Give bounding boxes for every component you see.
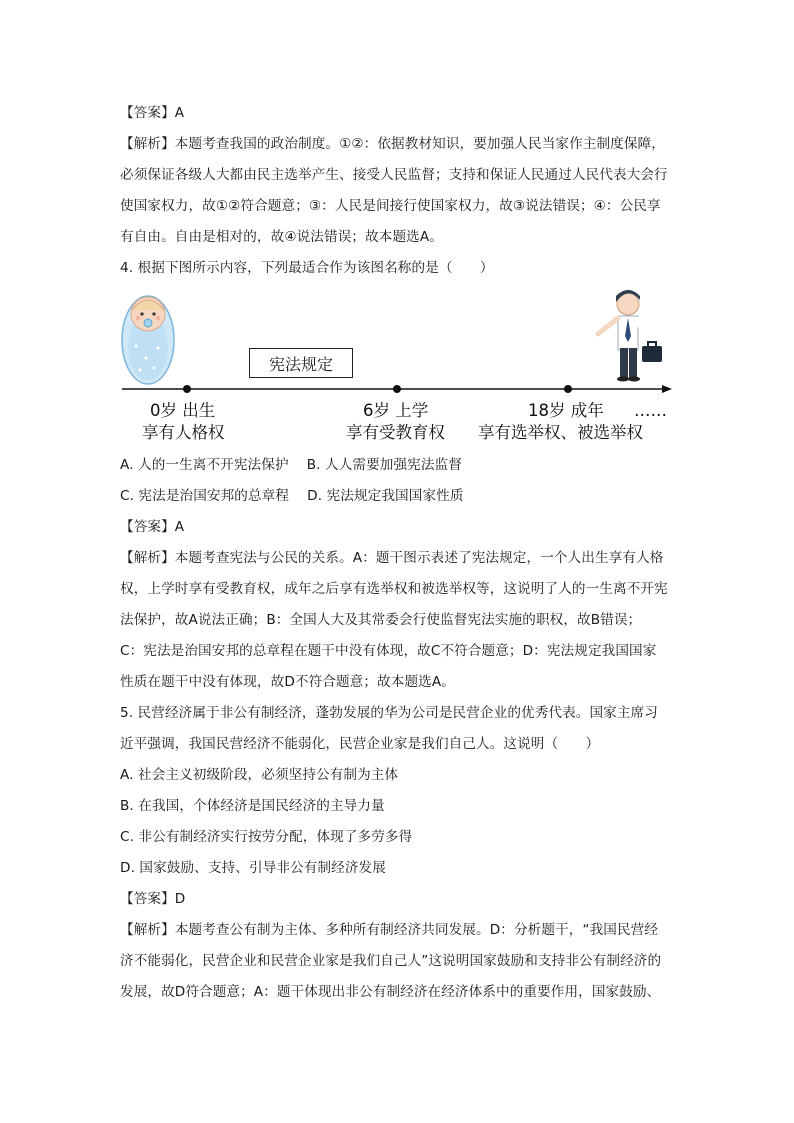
analysis-line: 权，上学时享有受教育权，成年之后享有选举权和被选举权等，这说明了人的一生离不开宪 (120, 581, 668, 597)
milestone-dot (393, 385, 401, 393)
answer-line: 【答案】D (120, 891, 186, 907)
analysis-line: C：宪法是治国安邦的总章程在题干中没有体现，故C不符合题意；D：宪法规定我国国家 (120, 643, 657, 659)
analysis-line: 必须保证各级人大都由民主选举产生、接受人民监督；支持和保证人民通过人民代表大会行 (120, 167, 668, 183)
milestone-age: 6岁 上学 (363, 401, 429, 420)
timeline-arrow (662, 385, 672, 393)
analysis-line: 济不能弱化，民营企业和民营企业家是我们自己人”这说明国家鼓励和支持非公有制经济的 (120, 953, 662, 969)
option-line: C. 宪法是治国安邦的总章程 D. 宪法规定我国国家性质 (120, 488, 464, 504)
constitution-timeline-figure (118, 286, 678, 448)
analysis-line: 发展，故D符合题意；A：题干体现出非公有制经济在经济体系中的重要作用，国家鼓励、 (120, 984, 661, 1000)
analysis-line: 【解析】本题考查公有制为主体、多种所有制经济共同发展。D：分析题干，“我国民营经 (120, 922, 659, 938)
question-5-stem: 5. 民营经济属于非公有制经济，蓬勃发展的华为公司是民营企业的优秀代表。国家主席习 (120, 705, 658, 721)
constitution-label-box: 宪法规定 (249, 348, 353, 378)
businessman-icon (598, 290, 662, 382)
analysis-line: 使国家权力，故①②符合题意；③：人民是间接行使国家权力，故③说法错误；④：公民享 (120, 198, 661, 214)
milestone-age: 0岁 出生 (150, 401, 216, 420)
milestone-right: 享有选举权、被选举权 (478, 423, 643, 442)
option-line: A. 社会主义初级阶段，必须坚持公有制为主体 (120, 767, 399, 783)
answer-line: 【答案】A (120, 519, 185, 535)
baby-icon (122, 296, 174, 384)
option-line: C. 非公有制经济实行按劳分配，体现了多劳多得 (120, 829, 413, 845)
analysis-line: 法保护，故A说法正确；B：全国人大及其常委会行使监督宪法实施的职权，故B错误； (120, 612, 642, 628)
analysis-line: 性质在题干中没有体现，故D不符合题意；故本题选A。 (120, 674, 455, 690)
answer-line: 【答案】A (120, 105, 185, 121)
milestone-dot (564, 385, 572, 393)
analysis-line: 【解析】本题考查宪法与公民的关系。A：题干图示表述了宪法规定，一个人出生享有人格 (120, 550, 664, 566)
milestone-right: 享有受教育权 (346, 423, 445, 442)
analysis-line: 【解析】本题考查我国的政治制度。①②：依据教材知识，要加强人民当家作主制度保障， (120, 136, 665, 152)
milestone-right: 享有人格权 (142, 423, 225, 442)
question-4-stem: 4. 根据下图所示内容，下列最适合作为该图名称的是（ ） (120, 260, 494, 276)
option-line: A. 人的一生离不开宪法保护 B. 人人需要加强宪法监督 (120, 457, 462, 473)
milestone-dot (183, 385, 191, 393)
timeline-ellipsis: …… (634, 401, 667, 420)
milestone-age: 18岁 成年 (528, 401, 604, 420)
analysis-line: 有自由。自由是相对的，故④说法错误；故本题选A。 (120, 229, 443, 245)
option-line: D. 国家鼓励、支持、引导非公有制经济发展 (120, 860, 386, 876)
question-5-stem: 近平强调，我国民营经济不能弱化，民营企业家是我们自己人。这说明（ ） (120, 736, 600, 752)
option-line: B. 在我国，个体经济是国民经济的主导力量 (120, 798, 385, 814)
